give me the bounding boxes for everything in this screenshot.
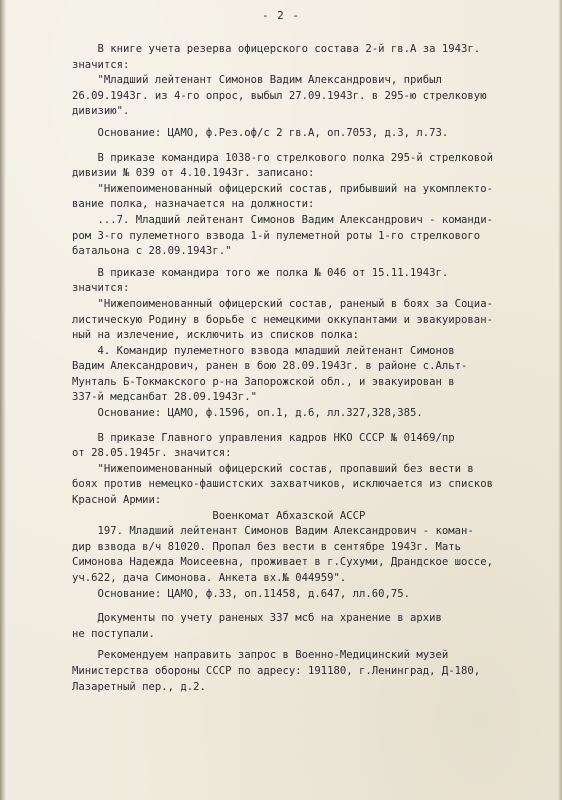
text-line: Симонова Надежда Моисеевна, проживает в г.Сухуми, Драндское шоссе, — [72, 556, 493, 569]
paragraph-recommendation — [72, 648, 550, 695]
paper-edge-shadow-right — [558, 0, 562, 800]
text-line: В приказе Главного управления кадров НКО СССР № 01469/пр — [72, 431, 455, 444]
text-line: Документы по учету раненых 337 мсб на хранение в архив — [72, 612, 442, 625]
text-line: ...7. Младший лейтенант Симонов Вадим Александрович - команди- — [72, 213, 493, 226]
text-line: Основание: ЦАМО, ф.1596, оп.1, д.6, лл.327,328,385. — [72, 407, 423, 420]
paragraph-regiment-order-046 — [72, 266, 550, 422]
text-line: дивизию". — [72, 105, 130, 118]
paragraph-wounded-records — [72, 611, 550, 642]
paragraph-cadres-order-01469 — [72, 431, 550, 603]
text-line: ный на излечение, исключить из списков полка: — [72, 329, 360, 342]
text-line: листическую Родину в борьбе с немецкими оккупантами и эвакуирован- — [72, 313, 493, 326]
text-line: Министерства обороны СССР по адресу: 191180, г.Ленинград, Д-180, — [72, 664, 481, 677]
text-line: В приказе командира 1038-го стрелкового полка 295-й стрелковой — [72, 151, 493, 164]
text-line: значится: — [72, 282, 130, 295]
paragraph-basis-1 — [72, 126, 550, 142]
text-line: 4. Командир пулеметного взвода младший лейтенант Симонов — [72, 344, 455, 357]
text-line: Вадим Александрович, ранен в бою 28.09.1943г. в районе с.Альт- — [72, 360, 468, 373]
text-line: от 28.05.1945г. значится: — [72, 447, 232, 460]
text-line: вание полка, назначается на должности: — [72, 198, 315, 211]
text-line: батальона с 28.09.1943г." — [72, 245, 232, 258]
text-line: 337-й медсанбат 28.09.1943г." — [72, 391, 257, 404]
text-line: боях против немецко-фашистских захватчиков, исключается из списков — [72, 478, 493, 491]
text-line: Лазаретный пер., д.2. — [72, 680, 206, 693]
text-line: "Нижепоименованный офицерский состав, пропавший без вести в — [72, 462, 474, 475]
text-line: ром 3-го пулеметного взвода 1-й пулеметной роты 1-го стрелкового — [72, 229, 481, 242]
page-number: - 2 - — [261, 9, 301, 22]
text-line: не поступали. — [72, 627, 155, 640]
text-line: "Нижепоименованный офицерский состав, раненый в боях за Социа- — [72, 297, 493, 310]
text-line: В приказе командира того же полка № 046 от 15.11.1943г. — [72, 266, 449, 279]
text-line: Основание: ЦАМО, ф.33, оп.11458, д.647, лл.60,75. — [72, 587, 411, 600]
text-line: В книге учета резерва офицерского состава 2-й гв.А за 1943г. — [72, 43, 481, 55]
paragraph-reserve-book — [72, 42, 550, 120]
text-line: Основание: ЦАМО, ф.Рез.оф/с 2 гв.А, оп.7053, д.3, л.73. — [72, 126, 449, 139]
paragraph-regiment-order-039 — [72, 151, 550, 260]
text-line: уч.622, дача Симонова. Анкета вх.№ 044959". — [72, 572, 347, 584]
text-line: Мунталь Б-Токмакского р-на Запорожской обл., и эвакуирован в — [72, 375, 455, 388]
text-line: значится: — [72, 58, 130, 71]
text-line: Рекомендуем направить запрос в Военно-Медицинский музей — [72, 649, 449, 662]
text-line: "Младший лейтенант Симонов Вадим Александрович, прибыл — [72, 74, 442, 87]
text-line: Военкомат Абхазской АССР — [72, 509, 366, 522]
paper-edge-shadow-left — [0, 0, 6, 800]
text-line: дивизии № 039 от 4.10.1943г. записано: — [72, 167, 315, 180]
text-line: 26.09.1943г. из 4-го опрос, выбыл 27.09.1943г. в 295-ю стрелковую — [72, 89, 487, 102]
text-line: дир взвода в/ч 81020. Пропал без вести в сентябре 1943г. Мать — [72, 540, 462, 553]
text-line: Красной Армии: — [72, 494, 162, 507]
text-line: 197. Младший лейтенант Симонов Вадим Александрович - коман- — [72, 525, 474, 538]
text-line: "Нижепоименованный офицерский состав, прибывший на укомплекто- — [72, 182, 493, 195]
document-body — [72, 42, 550, 695]
